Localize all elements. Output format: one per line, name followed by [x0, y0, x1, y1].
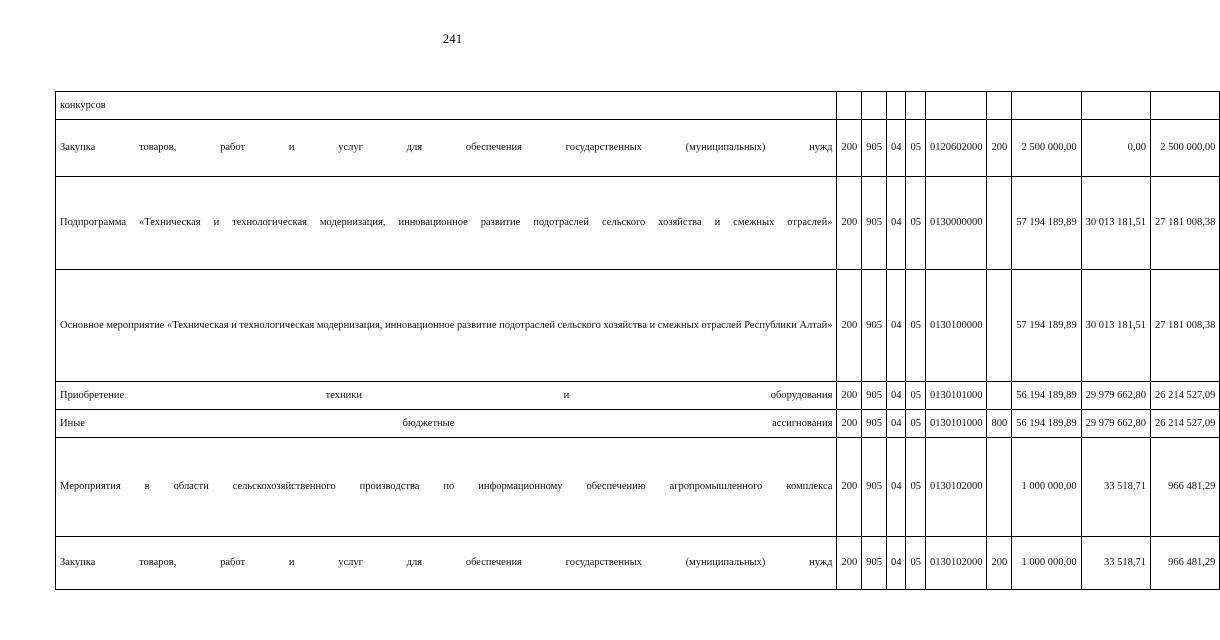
amount-cell-1: 57 194 189,89	[1012, 177, 1081, 270]
row-name-cell: Закупка товаров, работ и услуг для обеспечения государственных (муниципальных) нужд	[56, 120, 837, 177]
amount-cell-3: 2 500 000,00	[1150, 120, 1219, 177]
code-cell-1: 200	[837, 270, 862, 382]
target-article-cell: 0130000000	[925, 177, 987, 270]
amount-cell-1	[1012, 92, 1081, 120]
table-row	[56, 382, 1220, 410]
amount-cell-2: 29 979 662,80	[1081, 382, 1150, 410]
target-article-cell: 0130102000	[925, 537, 987, 590]
code-cell-1	[837, 92, 862, 120]
amount-cell-2: 33 518,71	[1081, 438, 1150, 537]
section-cell: 04	[886, 537, 906, 590]
expense-type-cell	[987, 382, 1012, 410]
row-name-cell: Подпрограмма «Техническая и технологическая модернизация, инновационное развитие подотраслей сельского хозяйства и смежных отраслей»	[56, 177, 837, 270]
section-cell: 04	[886, 410, 906, 438]
row-name-cell: конкурсов	[56, 92, 837, 120]
table-row	[56, 537, 1220, 590]
amount-cell-2: 30 013 181,51	[1081, 270, 1150, 382]
amount-cell-1: 1 000 000,00	[1012, 438, 1081, 537]
section-cell: 04	[886, 270, 906, 382]
code-cell-2	[862, 92, 887, 120]
amount-cell-3: 27 181 008,38	[1150, 177, 1219, 270]
amount-cell-3	[1150, 92, 1219, 120]
amount-cell-3: 27 181 008,38	[1150, 270, 1219, 382]
amount-cell-2: 30 013 181,51	[1081, 177, 1150, 270]
subsection-cell: 05	[906, 410, 926, 438]
table-row	[56, 177, 1220, 270]
amount-cell-1: 57 194 189,89	[1012, 270, 1081, 382]
row-name-cell: Основное мероприятие «Техническая и технологическая модернизация, инновационное развитие подотраслей сельского хозяйства и смежных отраслей Республики Алтай»	[56, 270, 837, 382]
target-article-cell: 0130101000	[925, 382, 987, 410]
target-article-cell: 0130102000	[925, 438, 987, 537]
amount-cell-2: 29 979 662,80	[1081, 410, 1150, 438]
target-article-cell: 0130101000	[925, 410, 987, 438]
amount-cell-1: 56 194 189,89	[1012, 410, 1081, 438]
code-cell-2: 905	[862, 382, 887, 410]
subsection-cell: 05	[906, 120, 926, 177]
section-cell: 04	[886, 382, 906, 410]
amount-cell-3: 966 481,29	[1150, 438, 1219, 537]
code-cell-2: 905	[862, 438, 887, 537]
subsection-cell: 05	[906, 177, 926, 270]
row-name-cell: Закупка товаров, работ и услуг для обеспечения государственных (муниципальных) нужд	[56, 537, 837, 590]
amount-cell-2: 0,00	[1081, 120, 1150, 177]
expense-type-cell	[987, 270, 1012, 382]
table-row	[56, 92, 1220, 120]
budget-table	[55, 91, 1220, 590]
expense-type-cell	[987, 438, 1012, 537]
subsection-cell: 05	[906, 438, 926, 537]
page-number: 241	[442, 31, 463, 46]
amount-cell-3: 26 214 527,09	[1150, 410, 1219, 438]
subsection-cell: 05	[906, 382, 926, 410]
expense-type-cell: 200	[987, 537, 1012, 590]
table-row	[56, 270, 1220, 382]
expense-type-cell: 200	[987, 120, 1012, 177]
expense-type-cell: 800	[987, 410, 1012, 438]
code-cell-1: 200	[837, 438, 862, 537]
code-cell-2: 905	[862, 537, 887, 590]
amount-cell-2	[1081, 92, 1150, 120]
code-cell-2: 905	[862, 120, 887, 177]
code-cell-2: 905	[862, 410, 887, 438]
row-name-cell: Приобретение техники и оборудования	[56, 382, 837, 410]
subsection-cell: 05	[906, 537, 926, 590]
code-cell-2: 905	[862, 270, 887, 382]
code-cell-1: 200	[837, 537, 862, 590]
target-article-cell: 0130100000	[925, 270, 987, 382]
section-cell: 04	[886, 438, 906, 537]
target-article-cell: 0120602000	[925, 120, 987, 177]
amount-cell-1: 1 000 000,00	[1012, 537, 1081, 590]
code-cell-1: 200	[837, 177, 862, 270]
section-cell: 04	[886, 177, 906, 270]
row-name-cell: Иные бюджетные ассигнования	[56, 410, 837, 438]
expense-type-cell	[987, 92, 1012, 120]
amount-cell-3: 26 214 527,09	[1150, 382, 1219, 410]
amount-cell-1: 2 500 000,00	[1012, 120, 1081, 177]
table-row	[56, 438, 1220, 537]
expense-type-cell	[987, 177, 1012, 270]
amount-cell-1: 56 194 189,89	[1012, 382, 1081, 410]
row-name-cell: Мероприятия в области сельскохозяйственного производства по информационному обеспечению агропромышленного комплекса	[56, 438, 837, 537]
code-cell-1: 200	[837, 410, 862, 438]
code-cell-2: 905	[862, 177, 887, 270]
amount-cell-2: 33 518,71	[1081, 537, 1150, 590]
subsection-cell: 05	[906, 270, 926, 382]
table-row	[56, 120, 1220, 177]
code-cell-1: 200	[837, 382, 862, 410]
target-article-cell	[925, 92, 987, 120]
table-row	[56, 410, 1220, 438]
section-cell	[886, 92, 906, 120]
subsection-cell	[906, 92, 926, 120]
amount-cell-3: 966 481,29	[1150, 537, 1219, 590]
code-cell-1: 200	[837, 120, 862, 177]
section-cell: 04	[886, 120, 906, 177]
